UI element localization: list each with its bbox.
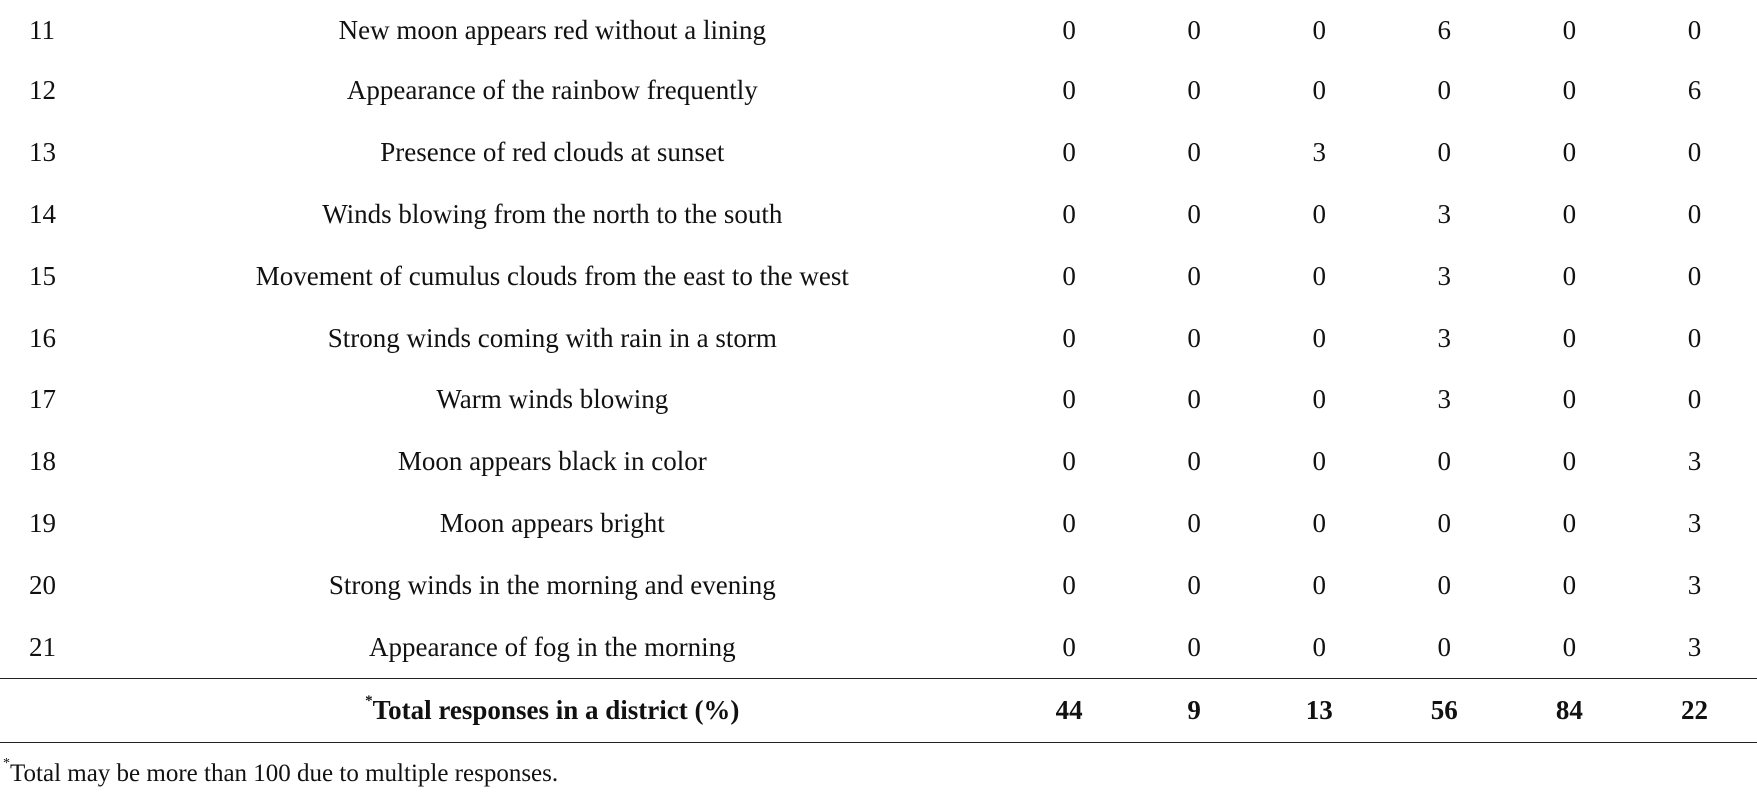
row-number: 21 [29, 631, 56, 662]
table-footnote [3, 756, 559, 788]
response-value: 0 [1562, 14, 1577, 45]
response-value: 0 [1062, 260, 1076, 291]
response-value: 0 [1562, 507, 1577, 538]
table-row [0, 616, 1757, 678]
indicator-text: Warm winds blowing [436, 384, 669, 415]
row-number: 20 [29, 569, 56, 600]
row-number: 18 [29, 446, 56, 477]
response-value: 0 [1437, 446, 1452, 477]
response-value: 0 [1312, 14, 1326, 45]
response-value: 0 [1562, 446, 1577, 477]
response-value: 0 [1187, 137, 1201, 168]
response-value: 0 [1062, 137, 1076, 168]
response-value: 0 [1062, 384, 1076, 415]
response-value: 0 [1062, 446, 1076, 477]
response-value: 0 [1312, 322, 1326, 353]
total-empty-cell [0, 678, 98, 742]
response-value: 0 [1187, 631, 1201, 662]
table-row [0, 0, 1757, 60]
total-label-cell [98, 678, 1007, 742]
table-row [0, 307, 1757, 369]
row-number: 16 [29, 322, 56, 353]
row-number: 12 [29, 75, 56, 106]
response-value: 0 [1062, 507, 1076, 538]
response-value: 0 [1312, 75, 1326, 106]
response-value: 0 [1312, 384, 1326, 415]
table-row [0, 369, 1757, 431]
total-value: 22 [1632, 678, 1757, 742]
table-row [0, 431, 1757, 493]
response-value: 0 [1437, 507, 1452, 538]
response-value: 0 [1062, 569, 1076, 600]
row-number: 13 [29, 137, 56, 168]
response-value: 3 [1437, 322, 1452, 353]
row-number: 15 [29, 260, 56, 291]
response-value: 0 [1187, 14, 1201, 45]
response-value: 0 [1187, 446, 1201, 477]
table-row [0, 493, 1757, 555]
response-value: 0 [1562, 384, 1577, 415]
response-value: 0 [1687, 198, 1702, 229]
response-value: 0 [1187, 322, 1201, 353]
response-value: 0 [1562, 137, 1577, 168]
response-value: 0 [1187, 384, 1201, 415]
response-value: 0 [1062, 631, 1076, 662]
footnote-text: Total may be more than 100 due to multiple responses. [10, 760, 559, 787]
indicator-text: Moon appears black in color [397, 446, 707, 477]
response-value: 0 [1562, 198, 1577, 229]
response-value: 0 [1562, 322, 1577, 353]
response-value: 6 [1437, 14, 1452, 45]
total-value: 44 [1007, 678, 1132, 742]
indicator-text: Winds blowing from the north to the south [322, 198, 783, 229]
response-value: 0 [1187, 569, 1201, 600]
row-number: 19 [29, 507, 56, 538]
indicator-text: Appearance of fog in the morning [368, 631, 736, 662]
response-value: 0 [1062, 322, 1076, 353]
table-row [0, 60, 1757, 122]
response-value: 3 [1312, 137, 1326, 168]
response-value: 0 [1562, 569, 1577, 600]
response-value: 0 [1437, 631, 1452, 662]
response-value: 0 [1187, 198, 1201, 229]
response-value: 3 [1687, 569, 1702, 600]
response-value: 0 [1062, 75, 1076, 106]
row-number: 17 [29, 384, 56, 415]
response-value: 0 [1687, 260, 1702, 291]
response-value: 0 [1562, 75, 1577, 106]
response-value: 0 [1562, 631, 1577, 662]
response-value: 3 [1687, 631, 1702, 662]
table-row [0, 184, 1757, 246]
response-value: 3 [1687, 507, 1702, 538]
response-value: 0 [1312, 198, 1326, 229]
indicator-text: New moon appears red without a lining [338, 14, 766, 45]
response-value: 0 [1312, 260, 1326, 291]
response-value: 0 [1687, 322, 1702, 353]
response-value: 0 [1312, 507, 1326, 538]
total-footnote-marker: * [365, 692, 373, 709]
indicator-text: Moon appears bright [439, 507, 665, 538]
total-value: 13 [1257, 678, 1382, 742]
response-value: 3 [1437, 260, 1452, 291]
indicator-text: Strong winds in the morning and evening [328, 569, 776, 600]
row-number: 14 [29, 198, 56, 229]
response-value: 0 [1437, 137, 1452, 168]
response-value: 0 [1687, 137, 1702, 168]
indicator-text: Appearance of the rainbow frequently [346, 75, 758, 106]
response-value: 0 [1687, 384, 1702, 415]
response-value: 3 [1437, 384, 1452, 415]
response-value: 6 [1687, 75, 1702, 106]
response-value: 0 [1562, 260, 1577, 291]
indicator-text: Strong winds coming with rain in a storm [327, 322, 777, 353]
total-value: 56 [1382, 678, 1507, 742]
response-value: 0 [1062, 14, 1076, 45]
response-value: 0 [1187, 260, 1201, 291]
response-value: 0 [1187, 507, 1201, 538]
table-row [0, 122, 1757, 184]
response-value: 0 [1437, 75, 1452, 106]
response-value: 0 [1312, 446, 1326, 477]
response-value: 0 [1687, 14, 1702, 45]
table-row [0, 245, 1757, 307]
footnote-marker: * [3, 756, 10, 771]
response-value: 0 [1062, 198, 1076, 229]
response-value: 3 [1687, 446, 1702, 477]
row-number: 11 [29, 14, 55, 45]
response-value: 0 [1187, 75, 1201, 106]
response-value: 0 [1312, 631, 1326, 662]
response-value: 0 [1437, 569, 1452, 600]
indicator-text: Presence of red clouds at sunset [380, 137, 725, 168]
total-label: Total responses in a district (%) [372, 694, 740, 725]
table-row [0, 554, 1757, 616]
response-value: 3 [1437, 198, 1452, 229]
total-row [0, 678, 1757, 742]
total-value: 9 [1132, 678, 1257, 742]
indicator-text: Movement of cumulus clouds from the east to the west [255, 260, 849, 291]
total-value: 84 [1507, 678, 1632, 742]
response-value: 0 [1312, 569, 1326, 600]
